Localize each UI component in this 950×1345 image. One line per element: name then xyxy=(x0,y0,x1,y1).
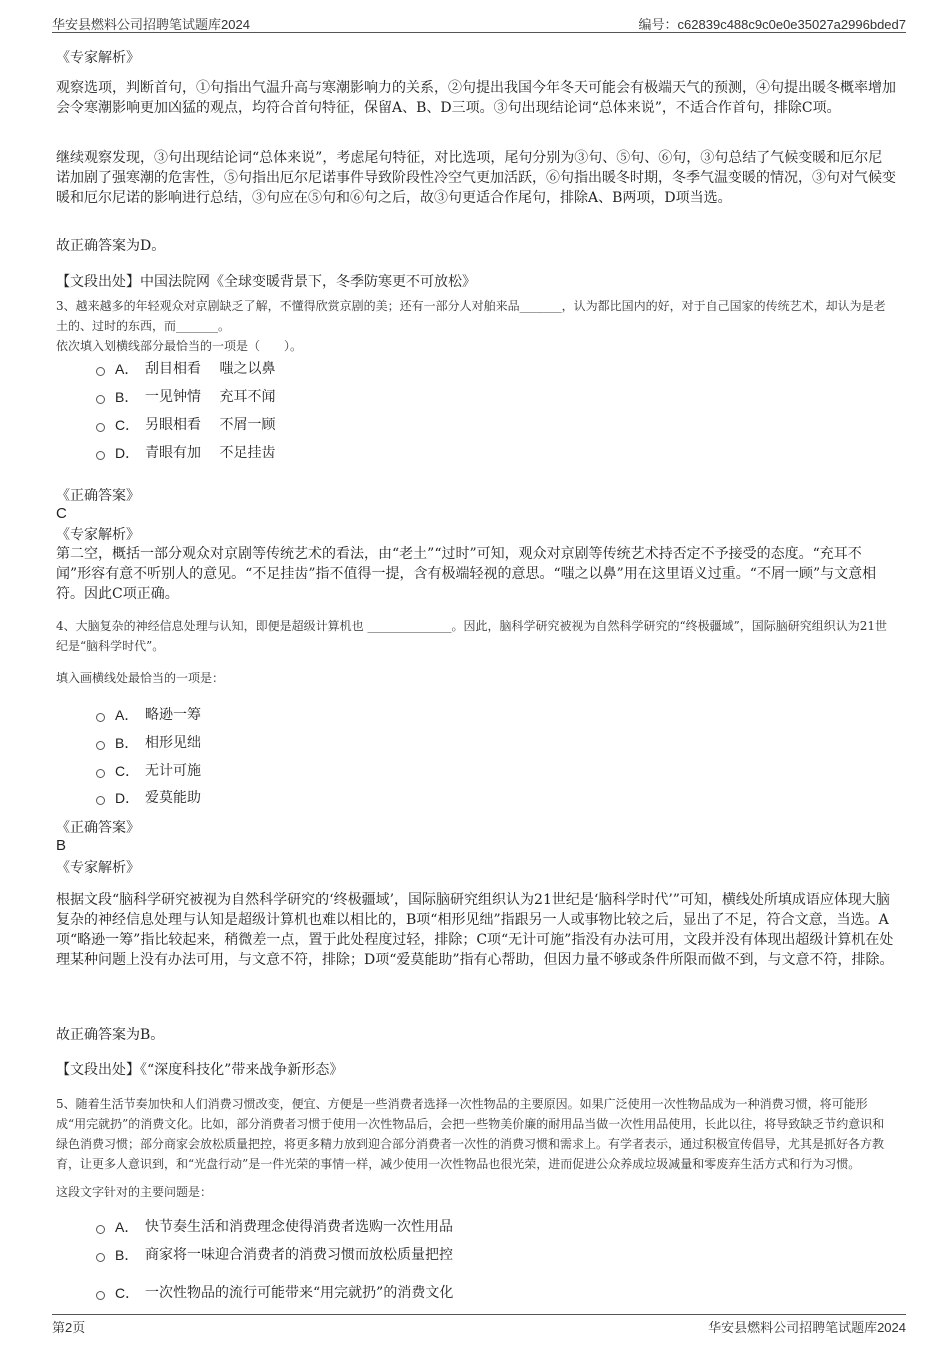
analysis-paragraph: 根据文段“脑科学研究被视为自然科学研究的‘终极疆域’，国际脑研究组织认为21世纪是‘脑科学时代’”可知，横线处所填成语应体现大脑复杂的神经信息处理与认知是超级计算机也难以相比的，B项“相形见绌”指跟另一人或事物比较之后，显出了不足，符合文意，当选。A项“略逊一筹”指比较起来，稍微差一点，置于此处程度过轻，排除；C项“无计可施”指没有办法可用，文段并没有体现出超级计算机在处理某种问题上没有办法可用，与文意不符，排除；D项“爱莫能助”指有心帮助，但因力量不够或条件所限而做不到，与文意不符，排除。 xyxy=(56,892,894,968)
analysis-paragraph: 观察选项，判断首句，①句指出气温升高与寒潮影响力的关系，②句提出我国今年冬天可能会有极端天气的预测，④句提出暖冬概率增加会令寒潮影响更加凶猛的观点，均符合首句特征，保留A、B、D三项。③句出现结论词“总体来说”，不适合作首句，排除C项。 xyxy=(56,80,896,116)
radio-icon[interactable] xyxy=(96,1291,105,1300)
answer-value: B xyxy=(56,837,67,854)
analysis-paragraph: 第二空，概括一部分观众对京剧等传统艺术的看法，由“老土”“过时”可知，观众对京剧等传统艺术持否定不予接受的态度。“充耳不闻”形容有意不听别人的意见。“不足挂齿”指不值得一提，含有极端轻视的意思。“嗤之以鼻”用在这里语义过重。“不屑一顾”与文意相符。因此C项正确。 xyxy=(56,546,877,602)
question-5-prompt: 这段文字针对的主要问题是： xyxy=(56,1185,213,1199)
page-header xyxy=(52,14,906,33)
radio-icon[interactable] xyxy=(96,395,105,404)
question-4-option-d[interactable]: D． 爱莫能助 xyxy=(96,787,201,809)
page-footer xyxy=(52,1314,906,1335)
conclusion: 故正确答案为B。 xyxy=(56,1027,165,1043)
analysis-label: 《专家解析》 xyxy=(56,860,140,876)
header-code: 编号：c62839c488c9c0e0e35027a2996bded7 xyxy=(638,17,906,32)
analysis-label: 《专家解析》 xyxy=(56,527,140,543)
radio-icon[interactable] xyxy=(96,769,105,778)
question-5-option-c[interactable]: C． 一次性物品的流行可能带来“用完就扔”的消费文化 xyxy=(96,1282,453,1304)
answer-label: 《正确答案》 xyxy=(56,488,140,504)
question-5-option-a[interactable]: A． 快节奏生活和消费理念使得消费者选购一次性用品 xyxy=(96,1216,453,1238)
radio-icon[interactable] xyxy=(96,1253,105,1262)
analysis-label: 《专家解析》 xyxy=(56,50,140,66)
question-4-option-b[interactable]: B． 相形见绌 xyxy=(96,732,201,754)
radio-icon[interactable] xyxy=(96,796,105,805)
question-3-option-c[interactable]: C． 另眼相看 不屑一顾 xyxy=(96,414,275,436)
question-4-option-c[interactable]: C． 无计可施 xyxy=(96,760,201,782)
radio-icon[interactable] xyxy=(96,367,105,376)
source: 【文段出处】中国法院网《全球变暖背景下，冬季防寒更不可放松》 xyxy=(56,274,476,290)
conclusion: 故正确答案为D。 xyxy=(56,238,166,254)
analysis-paragraph: 继续观察发现，③句出现结论词“总体来说”，考虑尾句特征，对比选项，尾句分别为③句、⑤句、⑥句，③句总结了气候变暖和厄尔尼诺加剧了强寒潮的危害性，⑤句指出厄尔尼诺事件导致阶段性冷空气更加活跃，⑥句指出暖冬时期，冬季气温变暖的情况，③句对气候变暖和厄尔尼诺的影响进行总结，③句应在⑤句和⑥句之后，故③句更适合作尾句，排除A、B两项，D项当选。 xyxy=(56,150,896,206)
question-3-option-b[interactable]: B． 一见钟情 充耳不闻 xyxy=(96,386,275,408)
page-number: 第2页 xyxy=(52,1320,86,1335)
question-3-option-a[interactable]: A． 刮目相看 嗤之以鼻 xyxy=(96,358,275,380)
question-4-prompt: 填入画横线处最恰当的一项是： xyxy=(56,671,225,685)
question-4-option-a[interactable]: A． 略逊一筹 xyxy=(96,704,201,726)
question-5-option-b[interactable]: B． 商家将一味迎合消费者的消费习惯而放松质量把控 xyxy=(96,1244,453,1266)
question-3-stem: 3、越来越多的年轻观众对京剧缺乏了解，不懂得欣赏京剧的美；还有一部分人对舶来品_______，认为都比国内的好，对于自己国家的传统艺术，却认为是老土的、过时的东西，而_______。 xyxy=(56,299,886,333)
question-3-option-d[interactable]: D． 青眼有加 不足挂齿 xyxy=(96,442,275,464)
answer-label: 《正确答案》 xyxy=(56,820,140,836)
question-5-stem: 5、随着生活节奏加快和人们消费习惯改变，便宜、方便是一些消费者选择一次性物品的主要原因。如果广泛使用一次性物品成为一种消费习惯，将可能形成“用完就扔”的消费文化。比如，部分消费者习惯于使用一次性物品后，会把一些物美价廉的耐用品当做一次性用品使用，长此以往，将导致缺乏节约意识和绿色消费习惯；部分商家会放松质量把控，将更多精力放到迎合部分消费者一次性的消费习惯和需求上。有学者表示，通过积极宣传倡导，尤其是抓好各方教育，让更多人意识到，和“光盘行动”是一件光荣的事情一样，减少使用一次性物品也很光荣，进而促进公众养成垃圾减量和零废弃生活方式和行为习惯。 xyxy=(56,1097,885,1171)
radio-icon[interactable] xyxy=(96,423,105,432)
radio-icon[interactable] xyxy=(96,713,105,722)
question-4-stem: 4、大脑复杂的神经信息处理与认知，即便是超级计算机也 ______________。因此，脑科学研究被视为自然科学研究的“终极疆域”，国际脑研究组织认为21世纪是“脑科学时代”。 xyxy=(56,619,887,653)
source: 【文段出处】《“深度科技化”带来战争新形态》 xyxy=(56,1062,344,1078)
question-3-prompt: 依次填入划横线部分最恰当的一项是（ ）。 xyxy=(56,339,303,353)
footer-title: 华安县燃料公司招聘笔试题库2024 xyxy=(708,1320,906,1335)
radio-icon[interactable] xyxy=(96,451,105,460)
header-title: 华安县燃料公司招聘笔试题库2024 xyxy=(52,17,250,32)
radio-icon[interactable] xyxy=(96,741,105,750)
answer-value: C xyxy=(56,505,67,522)
radio-icon[interactable] xyxy=(96,1225,105,1234)
